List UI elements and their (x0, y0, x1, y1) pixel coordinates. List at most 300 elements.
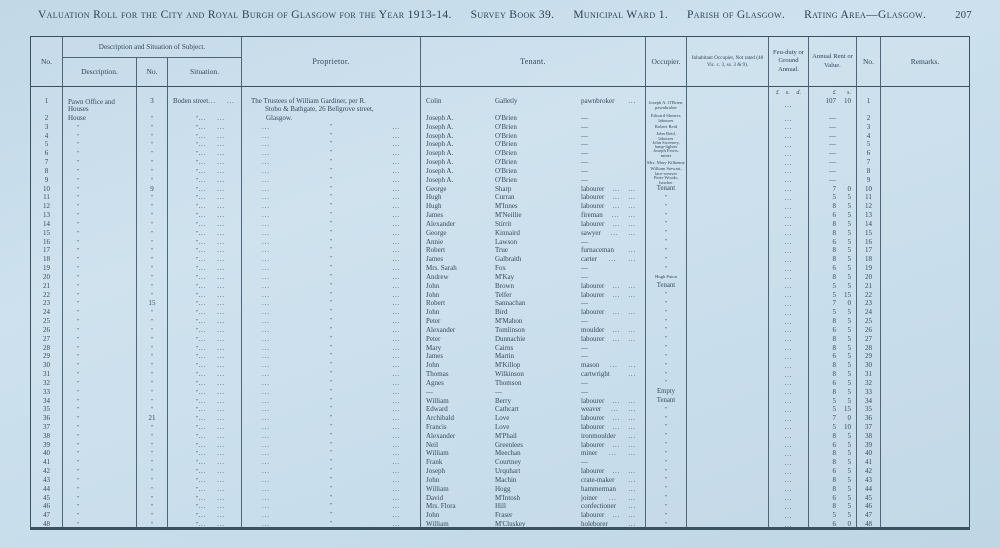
cell-annual-rent (809, 97, 857, 114)
ditto-mark: " (329, 432, 333, 439)
col-header-no-left: No. (31, 37, 63, 86)
continuation-dots: ... (392, 308, 400, 317)
tenant-surname: Greenlees (495, 440, 523, 449)
continuation-dots: ... (392, 361, 400, 370)
continuation-dots: ... (262, 352, 270, 361)
continuation-dots: ... (392, 387, 400, 396)
tenant-forename: Joseph A. (426, 122, 454, 131)
continuation-dots: ... (628, 184, 636, 193)
continuation-dots: ... (392, 246, 400, 255)
continuation-dots: ... (784, 185, 793, 194)
table-row (31, 485, 969, 494)
ditto-mark: " (196, 363, 199, 370)
table-row (31, 220, 969, 229)
continuation-dots: ... (217, 361, 225, 370)
ditto-mark: " (77, 133, 80, 140)
continuation-dots: ... (198, 175, 207, 184)
continuation-dots: ... (217, 122, 225, 131)
continuation-dots: ... (217, 334, 225, 343)
ditto-mark: " (196, 116, 199, 122)
cell-row-number: 22 (31, 291, 63, 301)
continuation-dots: ... (198, 370, 207, 379)
continuation-dots: ... (198, 405, 207, 414)
ditto-mark: " (77, 513, 80, 520)
ditto-mark: " (664, 239, 668, 246)
rent-pounds: 6 (832, 440, 836, 449)
spacer-cell (63, 87, 137, 97)
ditto-mark: " (196, 522, 199, 529)
continuation-dots: ... (198, 396, 207, 405)
rent-shillings: 5 (847, 378, 851, 387)
ditto-mark: " (150, 451, 154, 458)
ditto-mark: " (664, 503, 668, 510)
continuation-dots: ... (392, 475, 400, 484)
table-row (31, 476, 969, 485)
cell-row-number-right: 40 (857, 449, 881, 459)
continuation-dots: ... (784, 397, 793, 405)
ditto-mark: " (196, 142, 199, 149)
rent-pounds: 6 (832, 211, 836, 220)
ditto-mark: " (77, 186, 80, 193)
continuation-dots: ... (628, 246, 636, 255)
ditto-mark: " (329, 521, 333, 528)
continuation-dots: ... (262, 264, 270, 273)
ditto-mark: " (196, 513, 199, 520)
continuation-dots: ... (262, 211, 270, 220)
continuation-dots: ... (198, 114, 207, 122)
ditto-mark: " (196, 274, 199, 281)
ditto-mark: " (77, 124, 80, 131)
ditto-mark: " (329, 159, 333, 166)
continuation-dots: ... (392, 502, 400, 511)
cell-row-number: 27 (31, 335, 63, 345)
continuation-dots: ... (262, 422, 270, 431)
ditto-mark: " (664, 424, 668, 431)
continuation-dots: ... (392, 370, 400, 379)
tenant-occupation: labourer (581, 422, 605, 431)
ditto-mark: " (664, 495, 668, 502)
continuation-dots: ... (392, 396, 400, 405)
continuation-dots: ... (262, 317, 270, 326)
tenant-forename: John (426, 290, 440, 299)
ditto-mark: " (329, 300, 333, 307)
continuation-dots: ... (217, 158, 225, 167)
continuation-dots: ... (784, 123, 793, 132)
occupier-name: John Reid, labourer (656, 131, 676, 141)
table-row (31, 441, 969, 450)
cell-row-number-right: 42 (857, 467, 881, 477)
tenant-surname: Thomson (495, 378, 522, 387)
rent-pounds: 7 (832, 184, 836, 193)
ditto-mark: " (77, 168, 80, 175)
ditto-mark: " (150, 239, 154, 246)
continuation-dots: ... (628, 361, 636, 370)
cell-row-number-right: 5 (857, 140, 881, 150)
ditto-mark: " (329, 441, 333, 448)
ditto-mark: " (329, 247, 333, 254)
tenant-occupation: pawnbroker (581, 97, 615, 105)
ditto-mark: " (150, 221, 154, 228)
ditto-mark: " (329, 309, 333, 316)
tenant-occupation: — (581, 343, 588, 352)
ditto-mark: " (196, 345, 199, 352)
ditto-mark: " (329, 397, 333, 404)
continuation-dots: ... (198, 440, 207, 449)
ditto-mark: " (196, 495, 199, 502)
tenant-occupation: miner (581, 449, 598, 458)
cell-remarks (881, 97, 969, 114)
tenant-surname: M'Innes (495, 202, 518, 211)
continuation-dots: ... (784, 291, 793, 300)
rent-pounds: 8 (832, 431, 836, 440)
rent-shillings: 5 (847, 493, 851, 502)
table-row (31, 405, 969, 414)
cell-street-number: 3 (137, 97, 168, 114)
ditto-mark: " (150, 283, 154, 290)
continuation-dots: ... (784, 414, 793, 423)
ditto-mark: " (77, 442, 80, 449)
tenant-forename: Joseph (426, 467, 446, 476)
continuation-dots: ... (392, 272, 400, 281)
col-header-occupier: Occupier. (646, 37, 687, 86)
rent-pounds: 5 (832, 511, 836, 520)
rent-pounds: 8 (832, 370, 836, 379)
cell-row-number-right: 23 (857, 299, 881, 309)
table-row (31, 176, 969, 185)
continuation-dots: ... (217, 114, 225, 122)
continuation-dots: ... (217, 290, 225, 299)
table-row (31, 423, 969, 432)
continuation-dots: ... (392, 343, 400, 352)
tenant-forename: Robert (426, 299, 446, 308)
rent-shillings: 5 (847, 511, 851, 520)
tenant-forename: William (426, 520, 449, 529)
continuation-dots: ... (198, 325, 207, 334)
rent-shillings: 5 (847, 246, 851, 255)
rent-pounds: 8 (832, 343, 836, 352)
cell-row-number-right: 4 (857, 132, 881, 142)
continuation-dots: ... (628, 219, 636, 228)
tenant-forename: Thomas (426, 370, 449, 379)
ditto-mark: " (329, 494, 333, 501)
continuation-dots: ... (784, 502, 793, 511)
ditto-mark: " (329, 265, 333, 272)
ditto-mark: " (329, 468, 333, 475)
tenant-occupation: — (581, 114, 588, 122)
table-row (31, 264, 969, 273)
spacer-cell (881, 87, 969, 97)
ditto-mark: " (329, 212, 333, 219)
col-header-tenant: Tenant. (421, 37, 646, 86)
ditto-mark: " (329, 335, 333, 342)
continuation-dots: ... (784, 476, 793, 485)
cell-row-number-right: 45 (857, 494, 881, 504)
continuation-dots: ... (198, 149, 207, 158)
continuation-dots: ... (392, 414, 400, 423)
occupier-name: William Stewart, lace-weaver (650, 166, 682, 176)
tenant-occupation: labourer (581, 290, 605, 299)
ditto-mark: " (77, 301, 80, 308)
table-row (31, 326, 969, 335)
tenant-surname: M'Intosh (495, 493, 520, 502)
continuation-dots: ... (392, 228, 400, 237)
ditto-mark: " (664, 442, 668, 449)
ditto-mark: " (196, 230, 199, 237)
continuation-dots: ... (262, 343, 270, 352)
continuation-dots: ... (198, 511, 207, 520)
rent-shillings: 5 (847, 211, 851, 220)
continuation-dots: ... (784, 423, 793, 432)
ditto-mark: " (196, 213, 199, 220)
continuation-dots: ... (262, 131, 270, 140)
continuation-dots: ... (208, 97, 216, 105)
tenant-occupation: labourer (581, 414, 605, 423)
continuation-dots: ... (262, 166, 270, 175)
continuation-dots: ... (784, 238, 793, 247)
ditto-mark: " (664, 371, 668, 378)
continuation-dots: ... (392, 184, 400, 193)
ditto-mark: " (150, 266, 154, 273)
cell-row-number: 47 (31, 511, 63, 521)
continuation-dots: ... (784, 388, 793, 397)
ditto-mark: " (196, 433, 199, 440)
tenant-forename: James (426, 211, 444, 220)
tenant-surname: Hogg (495, 484, 511, 493)
continuation-dots: ... (226, 97, 235, 105)
rent-pounds: 5 (832, 193, 836, 202)
continuation-dots: ... (262, 246, 270, 255)
continuation-dots: ... (392, 449, 400, 458)
ditto-mark: " (664, 300, 668, 307)
ditto-mark: " (664, 221, 668, 228)
tenant-surname: Kinnaird (495, 228, 520, 237)
ditto-mark: " (77, 204, 80, 211)
continuation-dots: ... (262, 122, 270, 131)
ditto-mark: " (77, 230, 80, 237)
tenant-occupation: labourer (581, 334, 605, 343)
continuation-dots: ... (262, 193, 270, 202)
continuation-dots: ... (784, 101, 793, 110)
ditto-mark: " (150, 195, 154, 202)
tenant-occupation: carter (581, 255, 597, 264)
continuation-dots: ... (612, 334, 621, 343)
cell-row-number-right: 31 (857, 370, 881, 380)
cell-inhabitant-occupier (687, 97, 769, 114)
continuation-dots: ... (262, 520, 270, 529)
tenant-surname: M'Neillie (495, 211, 522, 220)
continuation-dots: ... (217, 202, 225, 211)
cell-row-number: 5 (31, 140, 63, 150)
tenant-surname: Berry (495, 396, 511, 405)
continuation-dots: ... (262, 458, 270, 467)
continuation-dots: ... (628, 370, 636, 379)
cell-row-number: 44 (31, 485, 63, 495)
ditto-mark: " (150, 424, 154, 431)
continuation-dots: ... (392, 422, 400, 431)
tenant-surname: Wilkinson (495, 370, 524, 379)
continuation-dots: ... (217, 414, 225, 423)
tenant-occupation: labourer (581, 281, 605, 290)
cell-row-number: 23 (31, 299, 63, 309)
rent-pounds: 6 (832, 325, 836, 334)
ditto-mark: " (664, 309, 668, 316)
tenant-occupation: labourer (581, 396, 605, 405)
ditto-mark: " (664, 450, 668, 457)
ditto-mark: " (664, 468, 668, 475)
continuation-dots: ... (392, 317, 400, 326)
continuation-dots: ... (612, 325, 621, 334)
ditto-mark: " (196, 204, 199, 211)
continuation-dots: ... (610, 228, 619, 237)
continuation-dots: ... (262, 149, 270, 158)
continuation-dots: ... (784, 299, 793, 308)
cell-feu-duty (769, 97, 809, 114)
ditto-mark: " (150, 248, 154, 255)
rent-pounds: 5 (832, 281, 836, 290)
cell-remarks (881, 520, 969, 530)
cell-row-number: 3 (31, 123, 63, 133)
continuation-dots: ... (262, 272, 270, 281)
rent-shillings: 5 (847, 431, 851, 440)
page-number: 207 (955, 10, 972, 21)
continuation-dots: ... (612, 281, 621, 290)
table-row (31, 149, 969, 158)
tenant-forename: John (426, 511, 440, 520)
continuation-dots: ... (784, 317, 793, 326)
rent-dash: — (829, 175, 836, 184)
ditto-mark: " (150, 363, 154, 370)
cell-row-number: 13 (31, 211, 63, 221)
ditto-mark: " (77, 274, 80, 281)
ditto-mark: " (150, 142, 154, 149)
continuation-dots: ... (784, 273, 793, 282)
tenant-surname: Curran (495, 193, 515, 202)
cell-row-number: 31 (31, 370, 63, 380)
continuation-dots: ... (611, 211, 620, 220)
rent-shillings: 0 (847, 299, 851, 308)
ditto-mark: " (196, 380, 199, 387)
ditto-mark: " (150, 160, 154, 167)
cell-row-number-right: 7 (857, 158, 881, 168)
tenant-occupation: — (581, 149, 588, 158)
continuation-dots: ... (198, 467, 207, 476)
rent-pounds: 8 (832, 502, 836, 511)
ditto-mark: " (150, 380, 154, 387)
ditto-mark: " (329, 141, 333, 148)
ditto-mark: " (664, 406, 668, 413)
continuation-dots: ... (609, 493, 617, 502)
cell-proprietor (242, 520, 421, 530)
rent-pounds: 6 (832, 352, 836, 361)
ditto-mark: " (664, 353, 668, 360)
continuation-dots: ... (198, 290, 207, 299)
rent-pounds: 8 (832, 228, 836, 237)
cell-row-number-right: 29 (857, 352, 881, 362)
continuation-dots: ... (217, 325, 225, 334)
cell-row-number-right: 38 (857, 432, 881, 442)
ditto-mark: " (196, 168, 199, 175)
continuation-dots: ... (612, 219, 621, 228)
cell-row-number: 18 (31, 255, 63, 265)
continuation-dots: ... (609, 361, 618, 370)
ditto-mark: " (196, 504, 199, 511)
continuation-dots: ... (784, 229, 793, 238)
cell-row-number-right: 48 (857, 520, 881, 530)
continuation-dots: ... (628, 422, 636, 431)
doc-title-rating-area: Rating Area—Glasgow. (804, 9, 927, 21)
col-header-situation: Situation. (190, 67, 219, 77)
continuation-dots: ... (612, 467, 621, 476)
continuation-dots: ... (612, 308, 621, 317)
rent-shillings: 5 (847, 219, 851, 228)
rent-shillings: 5 (847, 264, 851, 273)
ditto-mark: " (77, 407, 80, 414)
cell-row-number-right: 1 (857, 97, 881, 114)
tenant-occupation: — (581, 352, 588, 361)
cell-row-number-right: 6 (857, 149, 881, 159)
ditto-mark: " (150, 336, 154, 343)
ditto-mark: " (150, 398, 154, 405)
tenant-surname: Sharp (495, 184, 512, 193)
tenant-forename: William (426, 396, 449, 405)
spacer-cell (168, 87, 242, 97)
ditto-mark: " (196, 292, 199, 299)
continuation-dots: ... (392, 140, 400, 149)
table-row (31, 511, 969, 520)
table-row (31, 282, 969, 291)
cell-row-number-right: 41 (857, 458, 881, 468)
rent-pounds: 8 (832, 361, 836, 370)
ditto-mark: " (150, 177, 154, 184)
ditto-mark: " (77, 213, 80, 220)
cell-row-number: 43 (31, 476, 63, 486)
continuation-dots: ... (609, 449, 617, 458)
continuation-dots: ... (198, 158, 207, 167)
table-row (31, 291, 969, 300)
continuation-dots: ... (784, 326, 793, 335)
tenant-forename: John (426, 281, 440, 290)
continuation-dots: ... (262, 502, 270, 511)
continuation-dots: ... (784, 520, 793, 529)
rent-dash: — (829, 140, 836, 149)
tenant-occupation: labourer (581, 193, 605, 202)
continuation-dots: ... (262, 281, 270, 290)
tenant-forename: Archibald (426, 414, 454, 423)
tenant-forename: Alexander (426, 325, 456, 334)
continuation-dots: ... (784, 132, 793, 141)
ditto-mark: " (196, 486, 199, 493)
ditto-mark: " (77, 221, 80, 228)
continuation-dots: ... (784, 335, 793, 344)
occupier-name: Robert Reid (654, 124, 678, 130)
cell-feu-duty (769, 520, 809, 530)
table-row (31, 202, 969, 211)
cell-row-number-right: 12 (857, 202, 881, 212)
col-header-inhabitant-occupier: Inhabitant Occupier, Not rated (48 Vic. c. 3, ss. 3 & 9). (687, 37, 769, 86)
continuation-dots: ... (217, 484, 225, 493)
continuation-dots: ... (217, 475, 225, 484)
ditto-mark: " (664, 512, 668, 519)
ditto-mark: " (77, 477, 80, 484)
continuation-dots: ... (392, 352, 400, 361)
tenant-surname: O'Brien (495, 114, 517, 122)
continuation-dots: ... (217, 387, 225, 396)
tenant-surname: Lawson (495, 237, 518, 246)
table-row (31, 132, 969, 141)
continuation-dots: ... (392, 458, 400, 467)
continuation-dots: ... (198, 334, 207, 343)
continuation-dots: ... (392, 175, 400, 184)
